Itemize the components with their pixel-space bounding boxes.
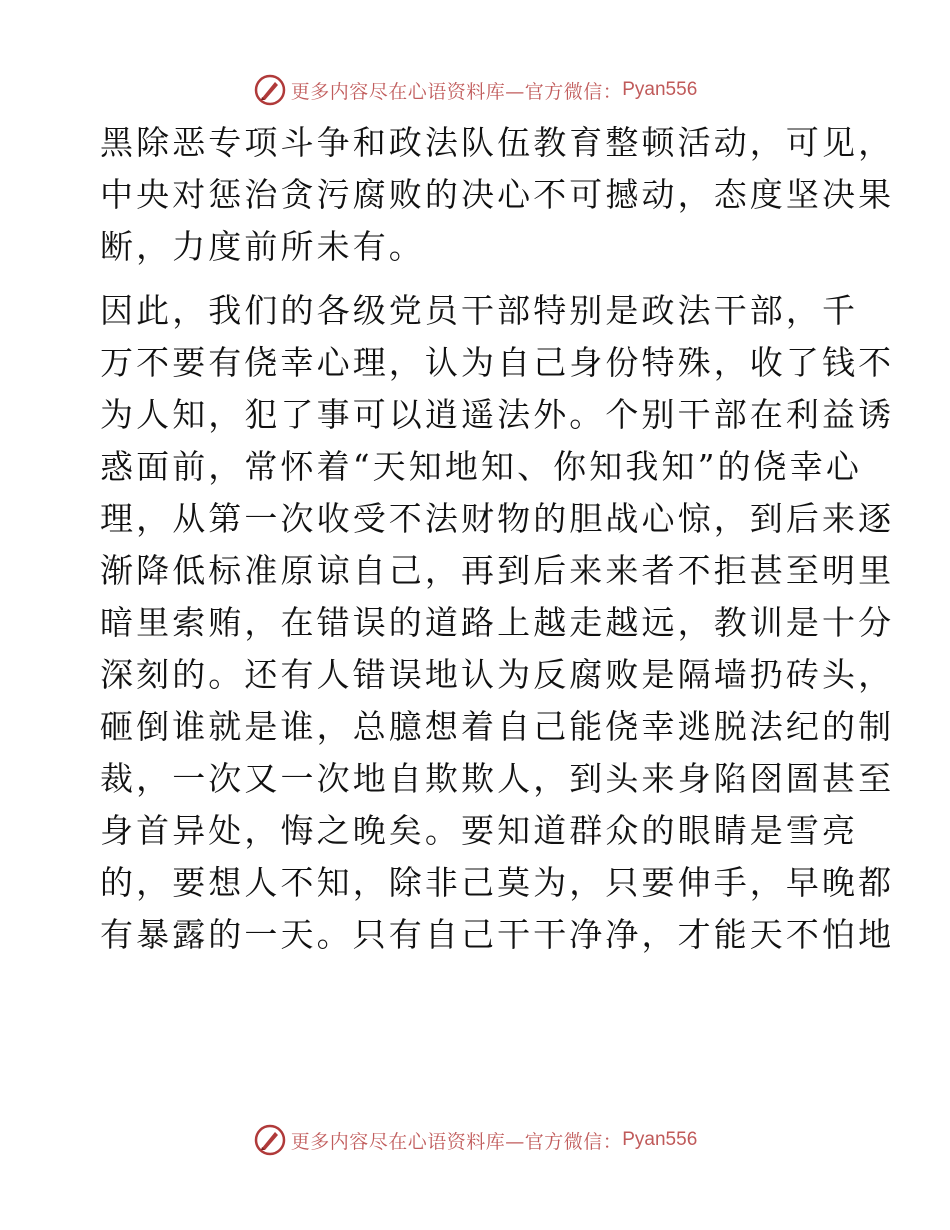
text-line: 深刻的。还有人错误地认为反腐败是隔墙扔砖头， [100, 655, 895, 694]
quill-pen-logo-icon [253, 73, 287, 107]
text-line: 中央对惩治贪污腐败的决心不可撼动，态度坚决果 [100, 175, 895, 214]
text-line: 的，要想人不知，除非己莫为，只要伸手，早晚都 [100, 863, 895, 902]
paragraph-2 [100, 285, 895, 1013]
text-line: 为人知，犯了事可以逍遥法外。个别干部在利益诱 [100, 395, 895, 434]
document-body [100, 117, 895, 1013]
paragraph-1 [100, 117, 895, 273]
text-line: 砸倒谁就是谁，总臆想着自己能侥幸逃脱法纪的制 [100, 707, 895, 746]
watermark-account: Pyan556 [622, 1129, 698, 1150]
header-watermark [0, 70, 950, 110]
text-line: 断，力度前所未有。 [100, 227, 425, 266]
text-line: 暗里索贿，在错误的道路上越走越远，教训是十分 [100, 603, 895, 642]
text-line: 有暴露的一天。只有自己干干净净，才能天不怕地 [100, 915, 895, 954]
text-line: 理，从第一次收受不法财物的胆战心惊，到后来逐 [100, 499, 895, 538]
text-line: 身首异处，悔之晚矣。要知道群众的眼睛是雪亮 [100, 811, 859, 850]
text-line [100, 961, 850, 1013]
watermark-account: Pyan556 [622, 79, 698, 100]
text-line: 因此，我们的各级党员干部特别是政法干部，千 [100, 291, 859, 330]
watermark-text: 更多内容尽在心语资料库—官方微信： [290, 1130, 623, 1153]
footer-watermark [0, 1120, 950, 1160]
watermark-text: 更多内容尽在心语资料库—官方微信： [290, 80, 623, 103]
text-line: 万不要有侥幸心理，认为自己身份特殊，收了钱不 [100, 343, 895, 382]
text-line: 渐降低标准原谅自己，再到后来来者不拒甚至明里 [100, 551, 895, 590]
text-line: 惑面前，常怀着“天知地知、你知我知”的侥幸心 [100, 447, 862, 486]
text-line: 黑除恶专项斗争和政法队伍教育整顿活动，可见， [100, 123, 895, 162]
text-line: 裁，一次又一次地自欺欺人，到头来身陷囹圄甚至 [100, 759, 895, 798]
quill-pen-logo-icon [253, 1123, 287, 1157]
